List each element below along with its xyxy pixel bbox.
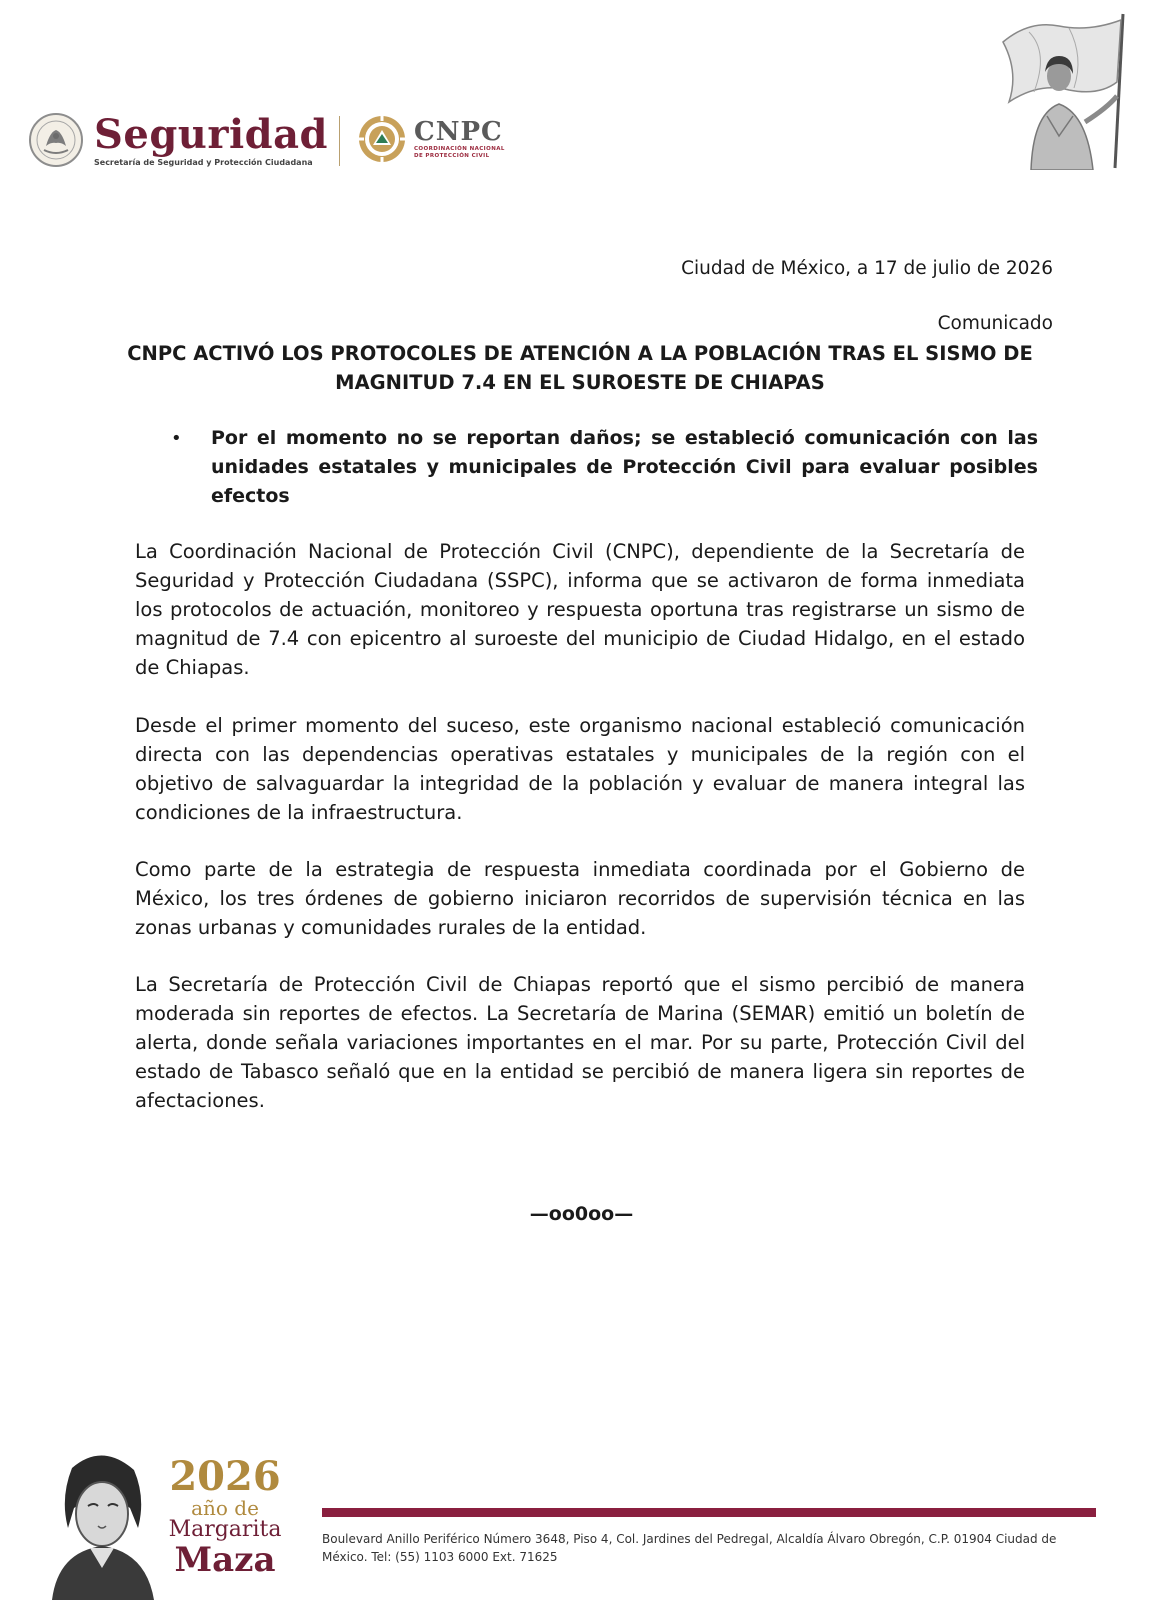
cnpc-emblem-icon: [357, 114, 407, 164]
paragraph-4: La Secretaría de Protección Civil de Chiapas reportó que el sismo percibió de manera moderada sin reportes de efectos. La Secretaría de Marina (SEMAR) emitió un boletín de alerta, donde señala variaciones importantes en el mar. Por su parte, Protección Civil del estado de Tabasco señaló que en la entidad se percibió de manera ligera sin reportes de afectaciones.: [135, 973, 1025, 1112]
footer-address: Boulevard Anillo Periférico Número 3648, Piso 4, Col. Jardines del Pedregal, Alcaldía Álvaro Obregón, C.P. 01904 Ciudad de México. Tel: (55) 1103 6000 Ext. 71625: [322, 1532, 1057, 1564]
paragraph-3: Como parte de la estrategia de respuesta inmediata coordinada por el Gobierno de México, los tres órdenes de gobierno iniciaron recorridos de supervisión técnica en las zonas urbanas y comunidades rurales de la entidad.: [135, 858, 1025, 939]
year-number: 2026: [169, 1453, 281, 1500]
year-name-last: Maza: [174, 1540, 276, 1580]
national-seal-icon: [28, 112, 84, 168]
cnpc-wordmark: CNPC: [414, 117, 503, 147]
title-line-2: MAGNITUD 7.4 EN EL SUROESTE DE CHIAPAS: [335, 371, 825, 394]
seguridad-subtitle: Secretaría de Seguridad y Protección Ciudadana: [94, 157, 313, 167]
paragraph-2: Desde el primer momento del suceso, este organismo nacional estableció comunicación directa con las dependencias operativas estatales y municipales de la región con el objetivo de salvaguardar la integridad de la población y evaluar de manera integral las condiciones de la infraestructura.: [135, 714, 1025, 824]
header-divider: [339, 116, 340, 166]
bullet-marker: •: [171, 428, 182, 449]
press-release-title: [120, 339, 1040, 397]
bullet-text: Por el momento no se reportan daños; se estableció comunicación con las unidades estatales y municipales de Protección Civil para evaluar posibles efectos: [211, 427, 1038, 507]
paragraph-1: La Coordinación Nacional de Protección Civil (CNPC), dependiente de la Secretaría de Seguridad y Protección Ciudadana (SSPC), informa que se activaron de forma inmediata los protocolos de actuación, monitoreo y respuesta oportuna tras registrarse un sismo de magnitud de 7.4 con epicentro al suroeste del municipio de Ciudad Hidalgo, en el estado de Chiapas.: [135, 540, 1025, 679]
year-ano-label: año de: [191, 1496, 259, 1520]
woman-with-flag-illustration-icon: [989, 12, 1139, 170]
cnpc-subtitle-line1: COORDINACIÓN NACIONAL: [414, 146, 505, 152]
cnpc-logo: [357, 114, 505, 164]
closing-mark: —oo0oo—: [529, 1203, 634, 1225]
summary-bullet: [168, 424, 1048, 511]
footer-color-bar: [322, 1508, 1096, 1517]
year-of-margarita-maza-badge: [160, 1453, 290, 1580]
seguridad-logo: [28, 108, 328, 172]
title-line-1: CNPC ACTIVÓ LOS PROTOCOLES DE ATENCIÓN A LA POBLACIÓN TRAS EL SISMO DE: [127, 342, 1033, 365]
document-type: Comunicado: [937, 313, 1053, 334]
cnpc-subtitle-line2: DE PROTECCIÓN CIVIL: [414, 153, 490, 159]
seguridad-wordmark: Seguridad: [94, 110, 329, 158]
date-line: Ciudad de México, a 17 de julio de 2026: [681, 258, 1053, 279]
margarita-maza-portrait-icon: [42, 1448, 162, 1600]
year-name-first: Margarita: [168, 1517, 282, 1542]
